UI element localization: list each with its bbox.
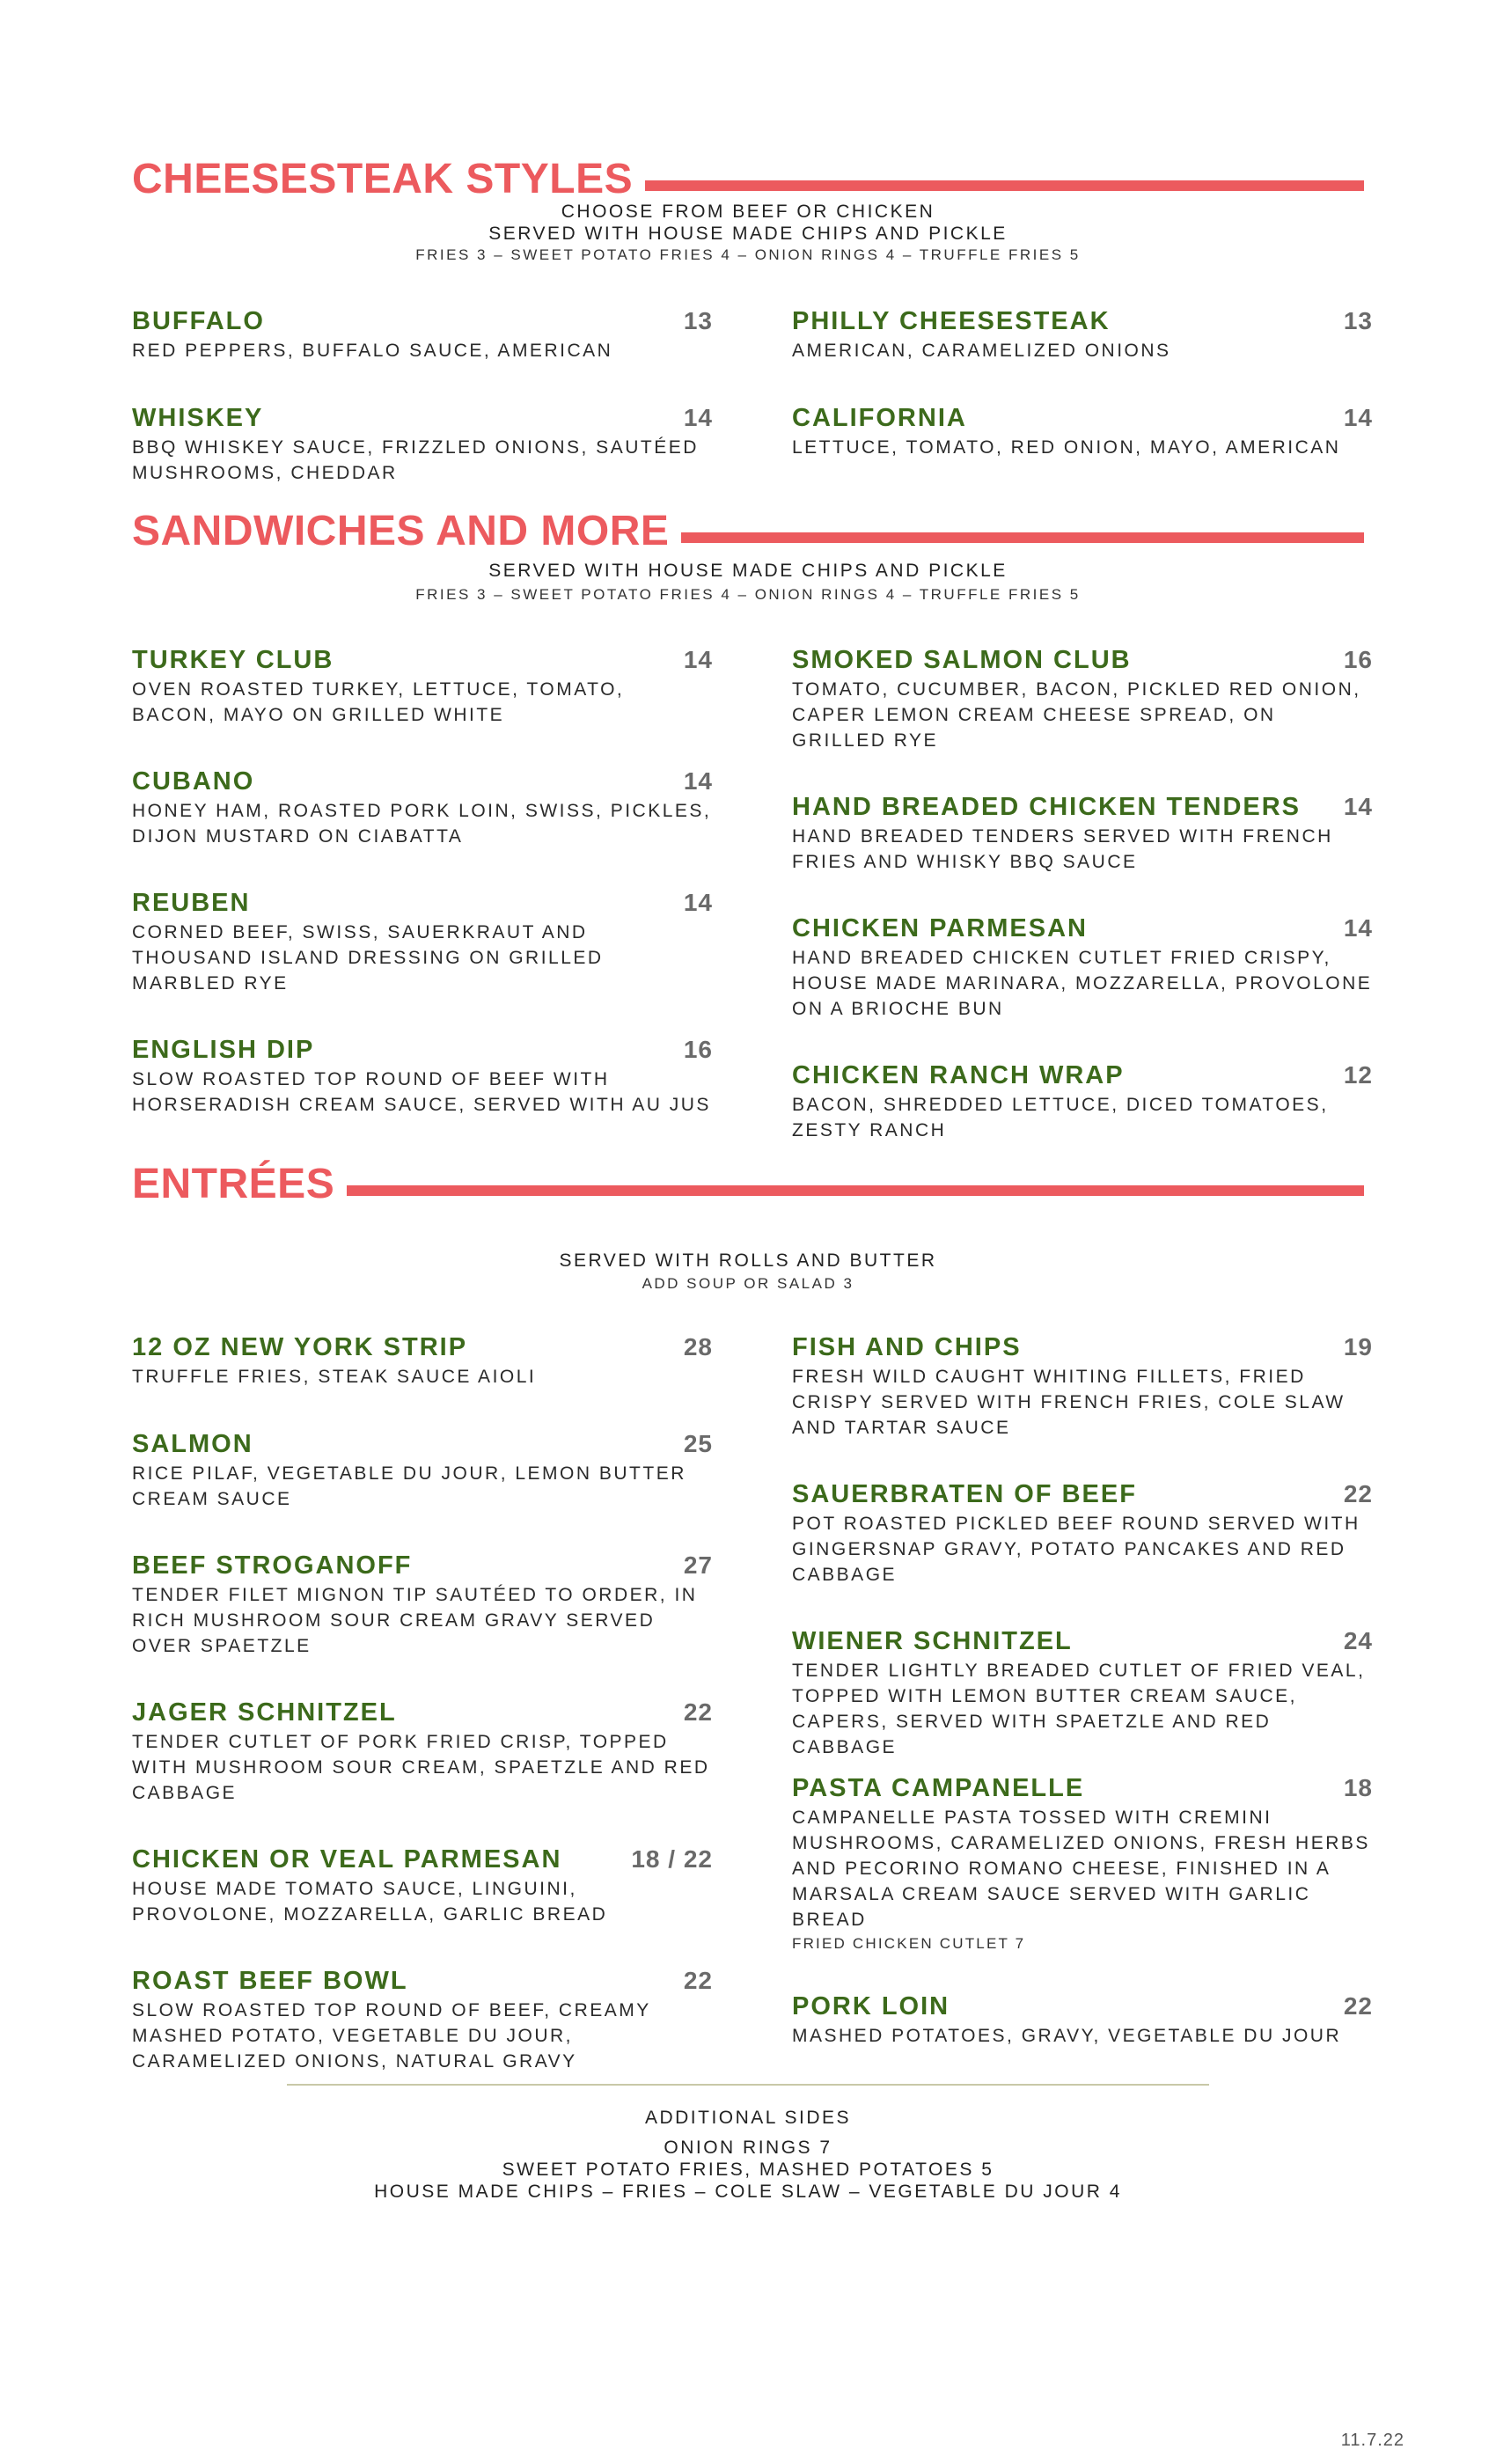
menu-item bbox=[792, 403, 1373, 460]
item-description: BBQ WHISKEY SAUCE, FRIZZLED ONIONS, SAUTÉED MUSHROOMS, CHEDDAR bbox=[132, 437, 699, 483]
sandwiches-title: SANDWICHES AND MORE bbox=[132, 508, 670, 554]
sandwiches-rule bbox=[681, 532, 1364, 543]
menu-item bbox=[792, 1773, 1373, 1955]
item-name: FISH AND CHIPS bbox=[792, 1333, 1022, 1361]
item-description: FRESH WILD CAUGHT WHITING FILLETS, FRIED CRISPY SERVED WITH FRENCH FRIES, COLE SLAW AND TARTAR SAUCE bbox=[792, 1367, 1346, 1438]
item-price: 22 bbox=[683, 1967, 713, 1994]
item-description: TENDER LIGHTLY BREADED CUTLET OF FRIED VEAL, TOPPED WITH LEMON BUTTER CREAM SAUCE, CAPERS, SERVED WITH SPAETZLE AND RED CABBAGE bbox=[792, 1661, 1366, 1757]
menu-item bbox=[792, 1991, 1373, 2049]
item-description: SLOW ROASTED TOP ROUND OF BEEF, CREAMY MASHED POTATO, VEGETABLE DU JOUR, CARAMELIZED ONIONS, NATURAL GRAVY bbox=[132, 2000, 651, 2072]
item-price: 16 bbox=[683, 1036, 713, 1063]
item-price: 14 bbox=[1343, 914, 1373, 942]
item-price: 13 bbox=[1343, 307, 1373, 334]
item-price: 19 bbox=[1343, 1333, 1373, 1360]
item-price: 22 bbox=[683, 1698, 713, 1726]
item-name: JAGER SCHNITZEL bbox=[132, 1698, 397, 1727]
menu-item bbox=[132, 888, 713, 996]
sides-title: ADDITIONAL SIDES bbox=[644, 2108, 852, 2128]
item-name: ROAST BEEF BOWL bbox=[132, 1967, 408, 1995]
item-description: TRUFFLE FRIES, STEAK SAUCE AIOLI bbox=[132, 1367, 537, 1387]
sandwiches-subtitle: SERVED WITH HOUSE MADE CHIPS AND PICKLE bbox=[488, 561, 1008, 581]
entrees-rule bbox=[347, 1185, 1364, 1196]
item-name: WHISKEY bbox=[132, 404, 264, 432]
menu-item bbox=[132, 1844, 713, 1927]
cheesesteak-title: CHEESESTEAK STYLES bbox=[132, 156, 634, 202]
cheesesteak-rule bbox=[645, 180, 1364, 191]
item-name: CUBANO bbox=[132, 767, 255, 796]
item-description: HAND BREADED TENDERS SERVED WITH FRENCH FRIES AND WHISKY BBQ SAUCE bbox=[792, 826, 1333, 872]
item-name: CHICKEN RANCH WRAP bbox=[792, 1061, 1125, 1089]
item-name: BUFFALO bbox=[132, 307, 265, 335]
item-price: 18 bbox=[1343, 1774, 1373, 1801]
item-description: BACON, SHREDDED LETTUCE, DICED TOMATOES, ZESTY RANCH bbox=[792, 1095, 1329, 1140]
sandwiches-sides-line: FRIES 3 – SWEET POTATO FRIES 4 – ONION RINGS 4 – TRUFFLE FRIES 5 bbox=[415, 586, 1081, 603]
menu-item bbox=[792, 1060, 1373, 1143]
menu-item bbox=[792, 792, 1373, 875]
item-name: SMOKED SALMON CLUB bbox=[792, 646, 1132, 674]
item-description: POT ROASTED PICKLED BEEF ROUND SERVED WITH GINGERSNAP GRAVY, POTATO PANCAKES AND RED CABBAGE bbox=[792, 1514, 1360, 1585]
item-name: WIENER SCHNITZEL bbox=[792, 1627, 1073, 1655]
item-name: SAUERBRATEN OF BEEF bbox=[792, 1480, 1137, 1508]
menu-item bbox=[132, 1035, 713, 1118]
item-name: CALIFORNIA bbox=[792, 404, 967, 432]
item-description: SLOW ROASTED TOP ROUND OF BEEF WITH HORSERADISH CREAM SAUCE, SERVED WITH AU JUS bbox=[132, 1069, 711, 1115]
entrees-header bbox=[132, 1160, 1364, 1209]
menu-item bbox=[132, 403, 713, 486]
menu-item bbox=[132, 1698, 713, 1806]
item-name: BEEF STROGANOFF bbox=[132, 1551, 413, 1580]
menu-item bbox=[132, 645, 713, 728]
item-description: TOMATO, CUCUMBER, BACON, PICKLED RED ONION, CAPER LEMON CREAM CHEESE SPREAD, ON GRILLED RYE bbox=[792, 679, 1361, 751]
cheesesteak-subtitle-1: CHOOSE FROM BEEF OR CHICKEN bbox=[561, 202, 935, 222]
item-price: 14 bbox=[1343, 404, 1373, 431]
item-price: 14 bbox=[1343, 793, 1373, 820]
sides-line-2: SWEET POTATO FRIES, MASHED POTATOES 5 bbox=[502, 2160, 994, 2180]
item-name: SALMON bbox=[132, 1430, 253, 1458]
item-price: 12 bbox=[1343, 1061, 1373, 1089]
item-name: HAND BREADED CHICKEN TENDERS bbox=[792, 793, 1302, 821]
menu-date: 11.7.22 bbox=[1340, 2431, 1404, 2450]
item-price: 14 bbox=[683, 404, 713, 431]
item-name: ENGLISH DIP bbox=[132, 1036, 315, 1064]
menu-item bbox=[792, 645, 1373, 753]
item-description: OVEN ROASTED TURKEY, LETTUCE, TOMATO, BACON, MAYO ON GRILLED WHITE bbox=[132, 679, 625, 725]
item-name: CHICKEN OR VEAL PARMESAN bbox=[132, 1845, 562, 1874]
item-description: MASHED POTATOES, GRAVY, VEGETABLE DU JOUR bbox=[792, 2026, 1342, 2046]
item-description: TENDER FILET MIGNON TIP SAUTÉED TO ORDER, IN RICH MUSHROOM SOUR CREAM GRAVY SERVED OVER SPAETZLE bbox=[132, 1585, 698, 1656]
menu-item bbox=[132, 1966, 713, 2074]
menu-item bbox=[792, 1479, 1373, 1588]
menu-item bbox=[132, 766, 713, 849]
entrees-title: ENTRÉES bbox=[132, 1161, 335, 1207]
item-description: CORNED BEEF, SWISS, SAUERKRAUT AND THOUSAND ISLAND DRESSING ON GRILLED MARBLED RYE bbox=[132, 922, 604, 994]
cheesesteak-sides-line: FRIES 3 – SWEET POTATO FRIES 4 – ONION RINGS 4 – TRUFFLE FRIES 5 bbox=[415, 246, 1081, 263]
item-name: 12 OZ NEW YORK STRIP bbox=[132, 1333, 468, 1361]
item-description: TENDER CUTLET OF PORK FRIED CRISP, TOPPED WITH MUSHROOM SOUR CREAM, SPAETZLE AND RED CABBAGE bbox=[132, 1732, 710, 1803]
cheesesteak-header bbox=[132, 155, 1364, 204]
cheesesteak-subtitle-2: SERVED WITH HOUSE MADE CHIPS AND PICKLE bbox=[488, 224, 1008, 244]
sides-divider bbox=[287, 2084, 1209, 2086]
item-price: 13 bbox=[683, 307, 713, 334]
menu-item bbox=[792, 913, 1373, 1022]
item-description: HOUSE MADE TOMATO SAUCE, LINGUINI, PROVOLONE, MOZZARELLA, GARLIC BREAD bbox=[132, 1879, 608, 1925]
entrees-addon-line: ADD SOUP OR SALAD 3 bbox=[642, 1275, 854, 1292]
item-price: 27 bbox=[683, 1551, 713, 1579]
item-name: PASTA CAMPANELLE bbox=[792, 1774, 1085, 1802]
item-name: PHILLY CHEESESTEAK bbox=[792, 307, 1111, 335]
menu-item bbox=[792, 1626, 1373, 1760]
item-description: CAMPANELLE PASTA TOSSED WITH CREMINI MUSHROOMS, CARAMELIZED ONIONS, FRESH HERBS AND PECORINO ROMANO CHEESE, FINISHED IN A MARSALA CREAM SAUCE SERVED WITH GARLIC BREAD bbox=[792, 1808, 1370, 1930]
menu-item bbox=[132, 1551, 713, 1659]
item-addon-note: FRIED CHICKEN CUTLET 7 bbox=[792, 1935, 1026, 1952]
item-name: PORK LOIN bbox=[792, 1992, 950, 2020]
item-price: 14 bbox=[683, 889, 713, 916]
item-price: 24 bbox=[1343, 1627, 1373, 1654]
item-name: REUBEN bbox=[132, 889, 251, 917]
item-price: 22 bbox=[1343, 1480, 1373, 1507]
item-description: HAND BREADED CHICKEN CUTLET FRIED CRISPY, HOUSE MADE MARINARA, MOZZARELLA, PROVOLONE ON A BRIOCHE BUN bbox=[792, 948, 1373, 1019]
menu-item bbox=[132, 306, 713, 363]
item-price: 14 bbox=[683, 767, 713, 795]
item-price: 16 bbox=[1343, 646, 1373, 673]
item-price: 14 bbox=[683, 646, 713, 673]
menu-item bbox=[792, 1332, 1373, 1441]
item-name: TURKEY CLUB bbox=[132, 646, 334, 674]
item-name: CHICKEN PARMESAN bbox=[792, 914, 1088, 942]
item-description: LETTUCE, TOMATO, RED ONION, MAYO, AMERICAN bbox=[792, 437, 1341, 458]
sandwiches-header bbox=[132, 507, 1364, 556]
item-price: 22 bbox=[1343, 1992, 1373, 2020]
item-description: HONEY HAM, ROASTED PORK LOIN, SWISS, PICKLES, DIJON MUSTARD ON CIABATTA bbox=[132, 801, 712, 847]
item-price: 28 bbox=[683, 1333, 713, 1360]
item-description: RED PEPPERS, BUFFALO SAUCE, AMERICAN bbox=[132, 341, 613, 361]
menu-item bbox=[132, 1332, 713, 1390]
menu-item bbox=[792, 306, 1373, 363]
entrees-subtitle: SERVED WITH ROLLS AND BUTTER bbox=[559, 1250, 937, 1271]
item-price: 18 / 22 bbox=[631, 1845, 713, 1873]
item-description: RICE PILAF, VEGETABLE DU JOUR, LEMON BUTTER CREAM SAUCE bbox=[132, 1463, 686, 1509]
item-description: AMERICAN, CARAMELIZED ONIONS bbox=[792, 341, 1171, 361]
item-price: 25 bbox=[683, 1430, 713, 1457]
sides-line-1: ONION RINGS 7 bbox=[664, 2138, 832, 2158]
menu-item bbox=[132, 1429, 713, 1512]
sides-line-3: HOUSE MADE CHIPS – FRIES – COLE SLAW – VEGETABLE DU JOUR 4 bbox=[374, 2182, 1122, 2202]
